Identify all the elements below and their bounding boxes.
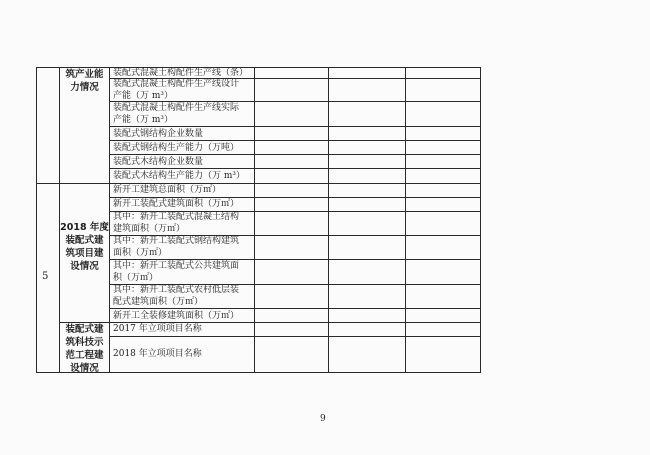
item-label bbox=[113, 78, 239, 102]
item-label bbox=[113, 284, 239, 308]
label-line: 其中：新开工装配式公共建筑面 bbox=[113, 261, 240, 271]
title-line: 筑科技示 bbox=[65, 337, 104, 348]
item-label bbox=[113, 260, 239, 284]
item-label bbox=[113, 156, 203, 168]
item-label bbox=[113, 323, 202, 335]
item-label bbox=[113, 198, 239, 210]
rule-section bbox=[36, 183, 480, 184]
item-label bbox=[113, 211, 239, 235]
title-line: 筑产业能 bbox=[65, 69, 104, 80]
rule bbox=[405, 67, 406, 373]
label-line: 配式建筑面积（万㎡） bbox=[113, 297, 204, 307]
rule bbox=[109, 336, 480, 337]
rule bbox=[109, 154, 480, 155]
label-line: 2018 年立项项目名称 bbox=[113, 349, 202, 359]
rule bbox=[109, 168, 480, 169]
title-line: 装配式建 bbox=[65, 235, 104, 246]
label-line: 建筑面积（万㎡） bbox=[113, 224, 186, 234]
title-line: 2018 年度 bbox=[60, 222, 109, 233]
title-line: 设情况 bbox=[70, 363, 99, 374]
rule-right bbox=[480, 67, 481, 373]
title-line: 筑项目建 bbox=[65, 248, 104, 259]
label-line: 新开工建筑总面积（万㎡） bbox=[113, 185, 222, 195]
label-line: 新开工装配式建筑面积（万㎡） bbox=[113, 199, 240, 209]
item-label bbox=[113, 184, 221, 196]
title-line: 力情况 bbox=[70, 82, 99, 93]
label-line: 其中：新开工装配式农村低层装 bbox=[113, 285, 240, 295]
rule bbox=[328, 67, 329, 373]
label-line: 装配式木结构企业数量 bbox=[113, 157, 204, 167]
label-line: 积（万㎡） bbox=[113, 273, 159, 283]
label-line: 面积（万㎡） bbox=[113, 248, 168, 258]
label-line: 装配式混凝土构配件生产线设计 bbox=[113, 79, 240, 89]
item-label bbox=[113, 310, 239, 322]
rule bbox=[109, 140, 480, 141]
item-label bbox=[113, 170, 245, 182]
label-line: 新开工全装修建筑面积（万㎡） bbox=[113, 311, 240, 321]
item-label bbox=[113, 348, 202, 360]
item-label bbox=[113, 102, 239, 126]
item-label bbox=[113, 128, 203, 140]
page-number: 9 bbox=[320, 414, 326, 424]
section-title-projects bbox=[60, 221, 109, 273]
rule bbox=[109, 308, 480, 309]
row-number: 5 bbox=[42, 271, 49, 282]
label-line: 装配式混凝土构配件生产线实际 bbox=[113, 103, 240, 113]
item-label bbox=[113, 235, 239, 259]
label-line: 产能（万 m³） bbox=[113, 115, 174, 125]
title-line: 设情况 bbox=[70, 261, 99, 272]
title-line: 范工程建 bbox=[65, 350, 104, 361]
section-title-demo bbox=[60, 323, 109, 375]
rule bbox=[109, 67, 110, 373]
section-title-capacity bbox=[60, 68, 109, 94]
rule bbox=[254, 67, 255, 373]
label-line: 装配式钢结构生产能力（万吨） bbox=[113, 143, 240, 153]
rule bbox=[109, 126, 480, 127]
label-line: 2017 年立项项目名称 bbox=[113, 324, 202, 334]
item-label bbox=[113, 142, 239, 154]
label-line: 其中：新开工装配式钢结构建筑 bbox=[113, 236, 240, 246]
label-line: 其中：新开工装配式混凝土结构 bbox=[113, 212, 240, 222]
label-line: 装配式木结构生产能力（万 m³） bbox=[113, 171, 246, 181]
label-line: 装配式混凝土构配件生产线（条） bbox=[113, 68, 249, 78]
label-line: 装配式钢结构企业数量 bbox=[113, 129, 204, 139]
label-line: 产能（万 m³） bbox=[113, 91, 174, 101]
rule-left bbox=[36, 67, 37, 373]
title-line: 装配式建 bbox=[65, 324, 104, 335]
